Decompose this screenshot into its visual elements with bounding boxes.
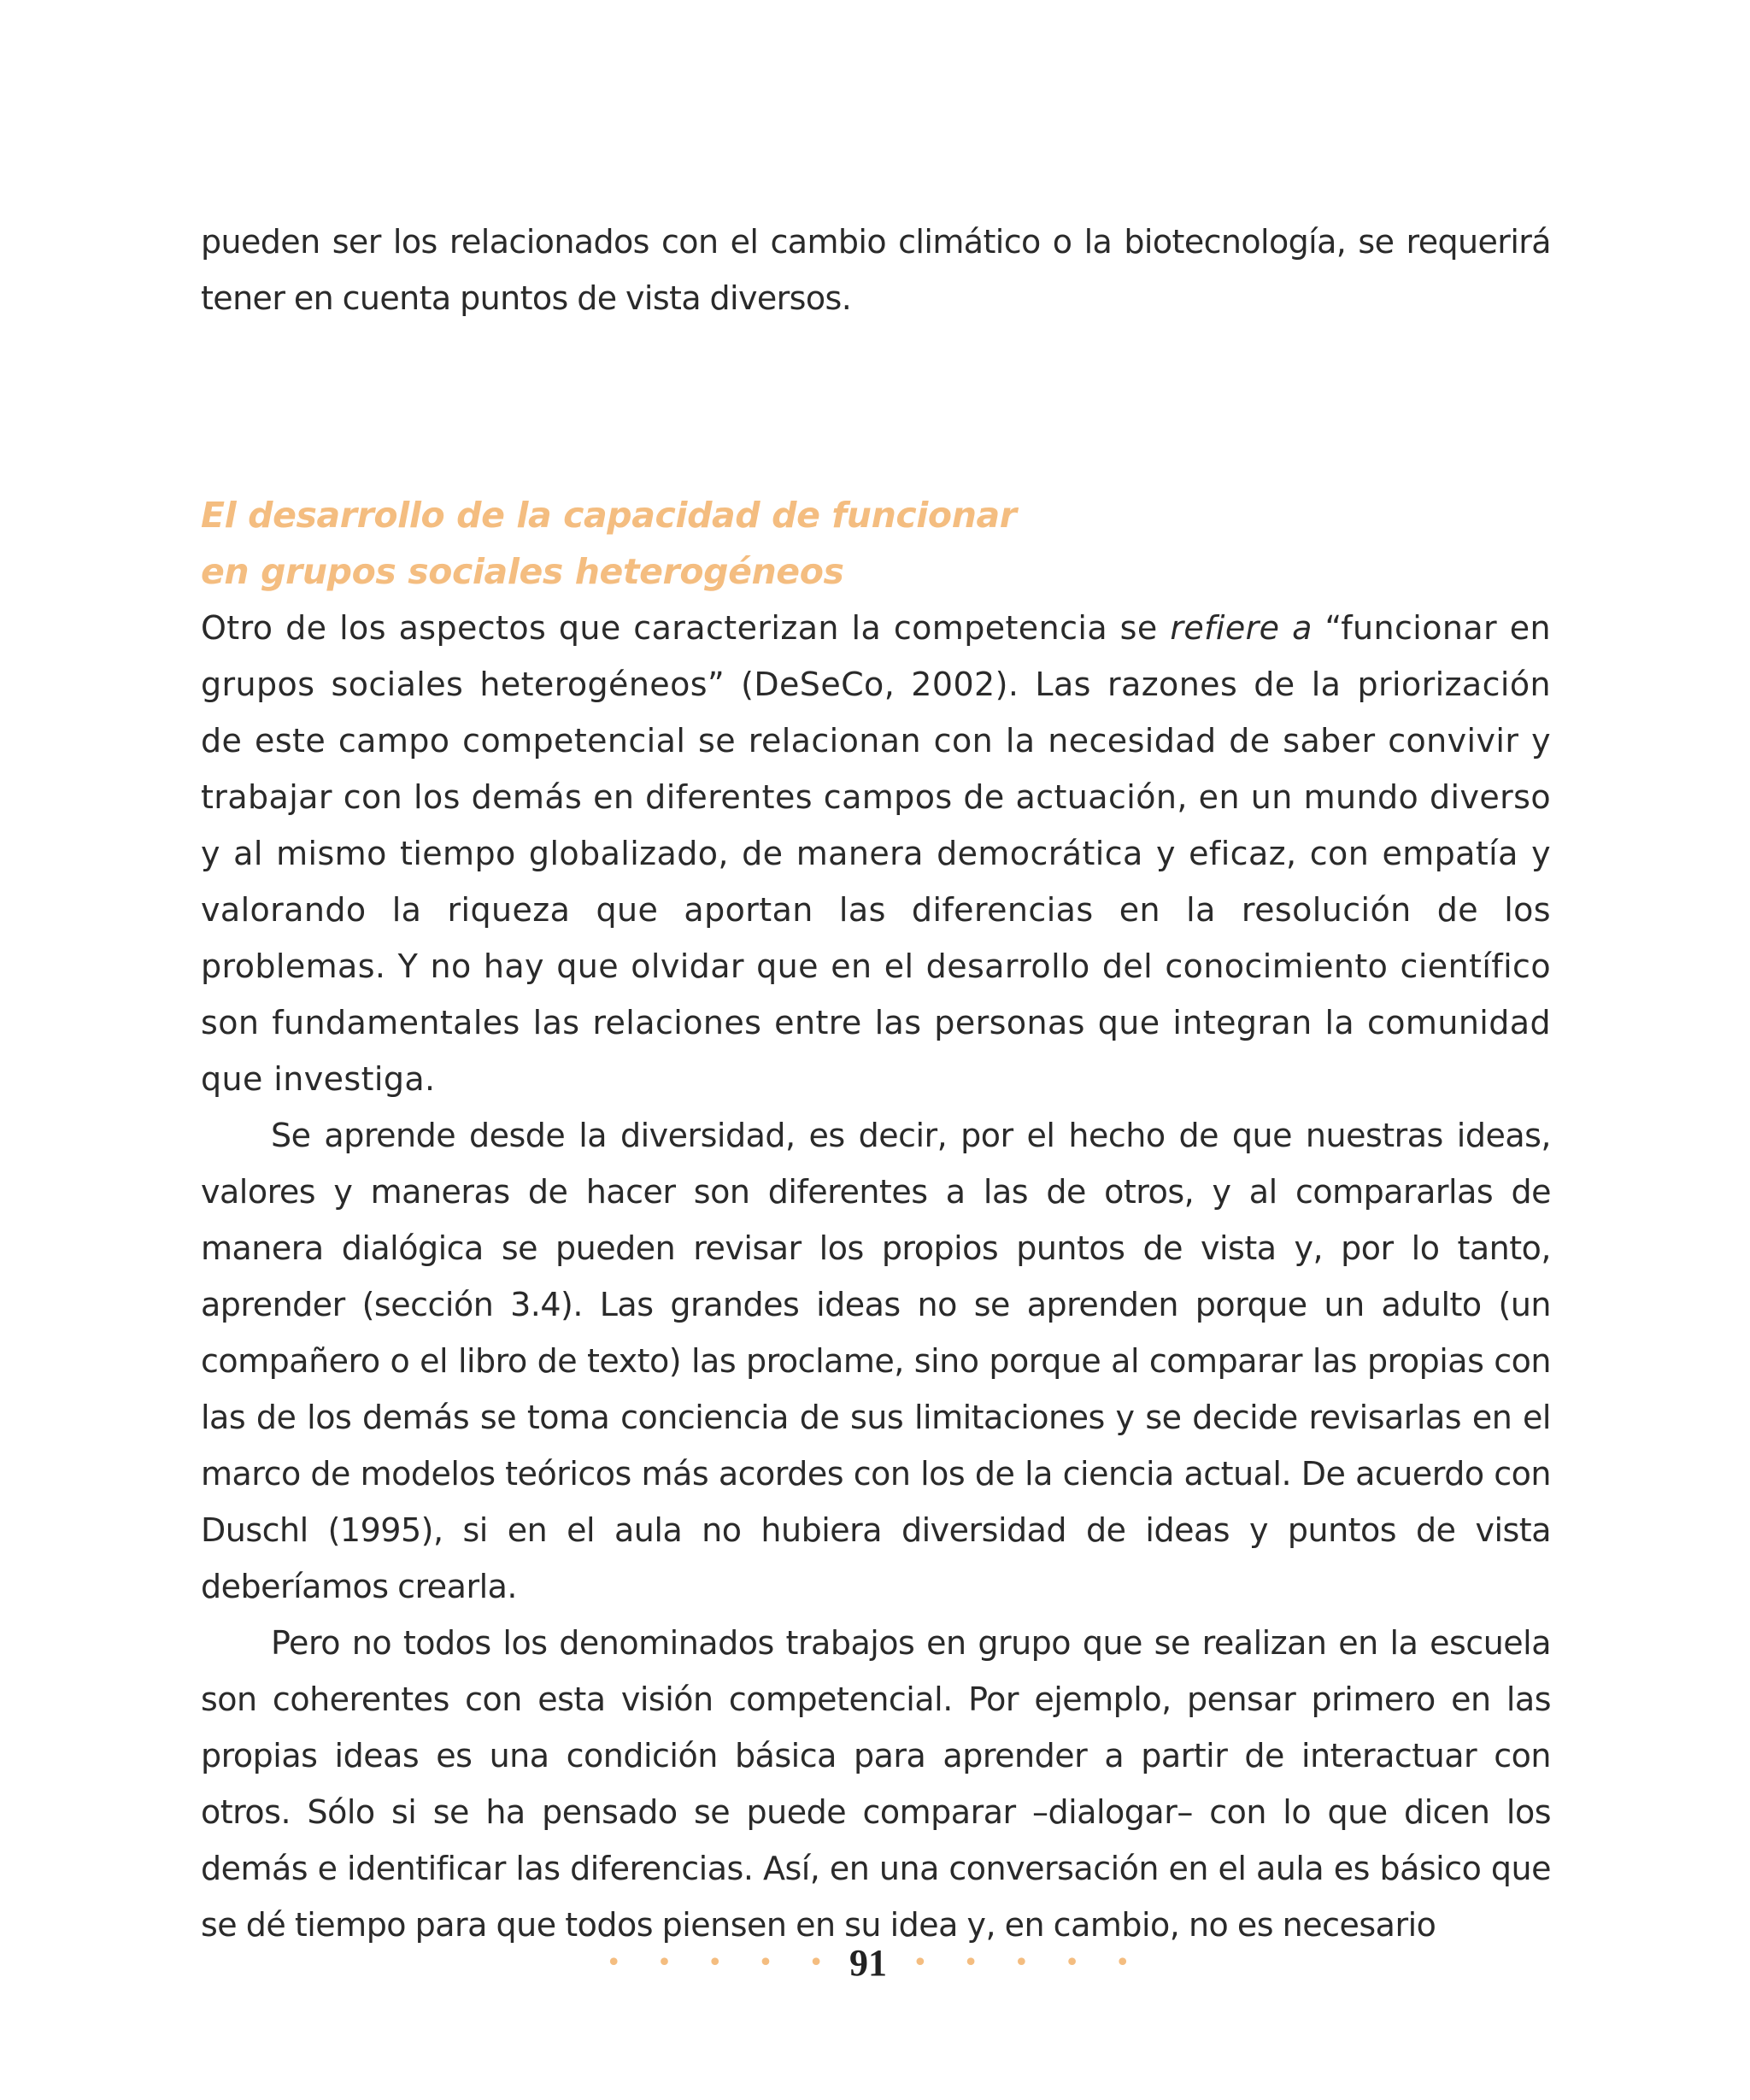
footer-dots-left: • • • • •: [606, 1948, 837, 1978]
paragraph-3: Pero no todos los denominados trabajos en grupo que se realizan en la escuela son coherentes con esta visión competencial. Por ejemplo, pensar primero en las propias ideas es una condición básica para aprender a partir de interactuar con otros. Sólo si se ha pensado se puede comparar –dialogar– con lo que dicen los demás e identificar las diferencias. Así, en una conversación en el aula es básico que se dé tiempo para que todos piensen en su idea y, en cambio, no es necesario: [201, 1624, 1551, 1944]
paragraph-1-rest: “funcionar en grupos sociales heterogéneos” (DeSeCo, 2002). Las razones de la priorización de este campo competencial se relacionan con la necesidad de saber convivir y trabajar con los demás en diferentes campos de actuación, en un mundo diverso y al mismo tiempo globalizado, de manera democrática y eficaz, con empatía y valorando la riqueza que aportan las diferencias en la resolución de los problemas. Y no hay que olvidar que en el desarrollo del conocimiento científico son fundamentales las relaciones entre las personas que integran la comunidad que investiga.: [201, 609, 1551, 1098]
footer-dots-right: • • • • •: [913, 1948, 1144, 1978]
section-heading: [201, 326, 1551, 600]
page-content: [201, 214, 1551, 1953]
page-footer: [0, 1938, 1750, 1987]
section-heading-line-2: en grupos sociales heterogéneos: [201, 551, 844, 592]
section-heading-line-1: El desarrollo de la capacidad de funcionar: [201, 495, 1017, 536]
intro-paragraph: pueden ser los relacionados con el cambio climático o la biotecnología, se requerirá tener en cuenta puntos de vista diversos.: [201, 223, 1551, 317]
paragraph-1: [201, 600, 1551, 1107]
paragraph-1-start: Otro de los aspectos que caracterizan la competencia se: [201, 609, 1171, 647]
paragraph-1-italic: refiere a: [1170, 609, 1312, 647]
page-number: 91: [849, 1942, 887, 1984]
paragraph-2: Se aprende desde la diversidad, es decir, por el hecho de que nuestras ideas, valores y maneras de hacer son diferentes a las de otros, y al compararlas de manera dialógica se pueden revisar los propios puntos de vista y, por lo tanto, aprender (sección 3.4). Las grandes ideas no se aprenden porque un adulto (un compañero o el libro de texto) las proclame, sino porque al comparar las propias con las de los demás se toma conciencia de sus limitaciones y se decide revisarlas en el marco de modelos teóricos más acordes con los de la ciencia actual. De acuerdo con Duschl (1995), si en el aula no hubiera diversidad de ideas y puntos de vista deberíamos crearla.: [201, 1117, 1551, 1605]
